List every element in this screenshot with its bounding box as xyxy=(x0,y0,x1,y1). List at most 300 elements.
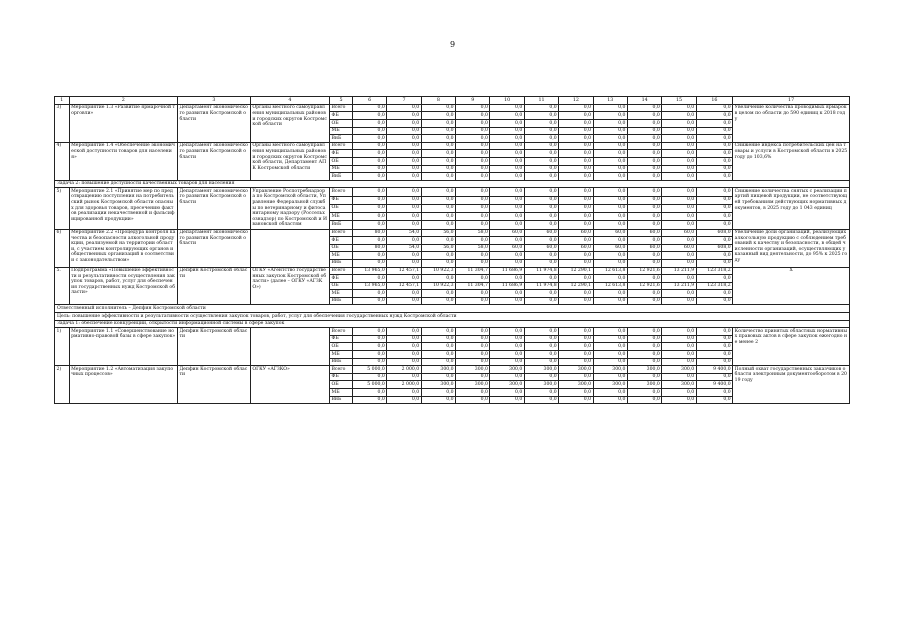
value-cell: 0,0 xyxy=(456,252,490,260)
value-cell: 0,0 xyxy=(696,196,732,204)
value-cell: 0,0 xyxy=(662,112,696,120)
table-row xyxy=(55,267,850,275)
value-cell: 12 921,6 xyxy=(627,267,661,275)
funding-source: МБ xyxy=(330,351,353,359)
value-cell: 0,0 xyxy=(490,142,524,150)
value-cell: 0,0 xyxy=(456,196,490,204)
value-cell: 0,0 xyxy=(421,150,455,158)
value-cell: 9 400,0 xyxy=(696,366,732,374)
value-cell: 0,0 xyxy=(662,142,696,150)
value-cell: 0,0 xyxy=(593,252,627,260)
measure-name: Мероприятие 1.2 «Автоматизация закупочных процессов» xyxy=(69,366,177,404)
value-cell: 0,0 xyxy=(662,328,696,336)
value-cell: 0,0 xyxy=(352,221,386,229)
value-cell: 0,0 xyxy=(524,389,558,397)
value-cell: 0,0 xyxy=(696,150,732,158)
value-cell: 0,0 xyxy=(421,297,455,305)
value-cell: 0,0 xyxy=(421,173,455,181)
value-cell: 0,0 xyxy=(559,127,593,135)
value-cell: 0,0 xyxy=(352,142,386,150)
value-cell: 0,0 xyxy=(524,196,558,204)
value-cell: 0,0 xyxy=(593,275,627,283)
value-cell: 0,0 xyxy=(352,165,386,173)
value-cell: 0,0 xyxy=(352,135,386,143)
header-cell: 11 xyxy=(524,97,558,105)
value-cell: 0,0 xyxy=(696,104,732,112)
funding-source: ФБ xyxy=(330,275,353,283)
value-cell: 0,0 xyxy=(627,351,661,359)
value-cell: 0,0 xyxy=(627,142,661,150)
value-cell: 0,0 xyxy=(456,112,490,120)
value-cell: 0,0 xyxy=(490,275,524,283)
value-cell: 0,0 xyxy=(593,358,627,366)
value-cell: 0,0 xyxy=(456,389,490,397)
value-cell: 0,0 xyxy=(524,297,558,305)
value-cell: 0,0 xyxy=(421,237,455,245)
value-cell: 0,0 xyxy=(524,252,558,260)
value-cell: 0,0 xyxy=(627,335,661,343)
section-row xyxy=(55,305,850,313)
value-cell: 11 974,8 xyxy=(524,282,558,290)
value-cell: 0,0 xyxy=(696,237,732,245)
value-cell: 300,0 xyxy=(627,381,661,389)
value-cell: 60,0 xyxy=(662,229,696,237)
value-cell: 0,0 xyxy=(559,297,593,305)
value-cell: 0,0 xyxy=(456,173,490,181)
value-cell: 0,0 xyxy=(696,142,732,150)
value-cell: 0,0 xyxy=(387,328,421,336)
header-cell: 12 xyxy=(559,97,593,105)
responsible-executor: Департамент экономического развития Костромской области xyxy=(177,229,250,267)
value-cell: 0,0 xyxy=(593,150,627,158)
expected-result: Увеличение количества проводимых ярмарок в целом по области до 590 единиц к 2018 году xyxy=(733,104,850,142)
value-cell: 0,0 xyxy=(421,396,455,404)
value-cell: 0,0 xyxy=(524,328,558,336)
value-cell: 0,0 xyxy=(352,127,386,135)
value-cell: 0,0 xyxy=(387,396,421,404)
value-cell: 11 686,9 xyxy=(490,267,524,275)
value-cell: 0,0 xyxy=(559,335,593,343)
value-cell: 608,0 xyxy=(696,244,732,252)
value-cell: 300,0 xyxy=(662,366,696,374)
header-cell: 17 xyxy=(733,97,850,105)
value-cell: 0,0 xyxy=(352,358,386,366)
header-cell: 2 xyxy=(69,97,177,105)
value-cell: 10 922,3 xyxy=(421,267,455,275)
value-cell: 60,0 xyxy=(662,244,696,252)
value-cell: 2 000,0 xyxy=(387,381,421,389)
value-cell: 0,0 xyxy=(696,297,732,305)
header-cell: 14 xyxy=(627,97,661,105)
funding-source: Всего xyxy=(330,366,353,374)
co-executor: Органы местного самоуправления муниципальных районов и городских округов Костромской области xyxy=(250,104,329,142)
value-cell: 0,0 xyxy=(490,351,524,359)
value-cell: 0,0 xyxy=(456,297,490,305)
value-cell: 0,0 xyxy=(490,343,524,351)
value-cell: 0,0 xyxy=(387,188,421,196)
value-cell: 0,0 xyxy=(387,358,421,366)
value-cell: 0,0 xyxy=(456,142,490,150)
value-cell: 0,0 xyxy=(696,221,732,229)
value-cell: 0,0 xyxy=(387,196,421,204)
value-cell: 0,0 xyxy=(662,120,696,128)
value-cell: 0,0 xyxy=(593,389,627,397)
value-cell: 56,0 xyxy=(421,244,455,252)
value-cell: 0,0 xyxy=(456,259,490,267)
value-cell: 0,0 xyxy=(559,104,593,112)
value-cell: 0,0 xyxy=(490,297,524,305)
value-cell: 12 457,1 xyxy=(387,267,421,275)
value-cell: 0,0 xyxy=(696,112,732,120)
value-cell: 0,0 xyxy=(662,259,696,267)
value-cell: 0,0 xyxy=(662,127,696,135)
value-cell: 0,0 xyxy=(387,213,421,221)
value-cell: 0,0 xyxy=(593,112,627,120)
header-cell: 10 xyxy=(490,97,524,105)
value-cell: 0,0 xyxy=(559,112,593,120)
value-cell: 0,0 xyxy=(627,135,661,143)
value-cell: 0,0 xyxy=(387,165,421,173)
value-cell: 300,0 xyxy=(421,366,455,374)
value-cell: 0,0 xyxy=(593,135,627,143)
value-cell: 60,0 xyxy=(524,244,558,252)
value-cell: 0,0 xyxy=(559,343,593,351)
value-cell: 0,0 xyxy=(593,173,627,181)
value-cell: 0,0 xyxy=(421,389,455,397)
value-cell: 0,0 xyxy=(387,351,421,359)
value-cell: 123 318,2 xyxy=(696,282,732,290)
value-cell: 0,0 xyxy=(593,237,627,245)
value-cell: 0,0 xyxy=(490,328,524,336)
value-cell: 0,0 xyxy=(627,389,661,397)
value-cell: 0,0 xyxy=(696,373,732,381)
value-cell: 0,0 xyxy=(421,127,455,135)
value-cell: 0,0 xyxy=(387,275,421,283)
value-cell: 0,0 xyxy=(559,135,593,143)
value-cell: 0,0 xyxy=(421,351,455,359)
table-row xyxy=(55,328,850,336)
value-cell: 0,0 xyxy=(490,196,524,204)
value-cell: 0,0 xyxy=(387,120,421,128)
value-cell: 10 922,3 xyxy=(421,282,455,290)
value-cell: 0,0 xyxy=(524,173,558,181)
header-cell: 7 xyxy=(387,97,421,105)
value-cell: 0,0 xyxy=(352,396,386,404)
section-title: Задача 1: обеспечение конкуренции, открытости информационной системы в сфере закупок xyxy=(55,320,850,328)
value-cell: 0,0 xyxy=(593,104,627,112)
responsible-executor: Департамент экономического развития Костромской области xyxy=(177,188,250,229)
value-cell: 300,0 xyxy=(490,366,524,374)
value-cell: 58,0 xyxy=(456,244,490,252)
row-number: 1) xyxy=(55,328,70,366)
value-cell: 0,0 xyxy=(387,150,421,158)
value-cell: 0,0 xyxy=(524,127,558,135)
section-row xyxy=(55,320,850,328)
value-cell: 0,0 xyxy=(421,252,455,260)
value-cell: 0,0 xyxy=(593,328,627,336)
value-cell: 0,0 xyxy=(387,335,421,343)
value-cell: 0,0 xyxy=(524,120,558,128)
value-cell: 300,0 xyxy=(456,366,490,374)
funding-source: ФБ xyxy=(330,237,353,245)
value-cell: 0,0 xyxy=(387,173,421,181)
value-cell: 60,0 xyxy=(593,229,627,237)
value-cell: 12 613,8 xyxy=(593,282,627,290)
value-cell: 0,0 xyxy=(662,237,696,245)
value-cell: 0,0 xyxy=(593,297,627,305)
header-cell: 4 xyxy=(250,97,329,105)
value-cell: 0,0 xyxy=(421,335,455,343)
funding-source: Всего xyxy=(330,142,353,150)
value-cell: 0,0 xyxy=(387,252,421,260)
value-cell: 0,0 xyxy=(524,237,558,245)
value-cell: 0,0 xyxy=(421,120,455,128)
value-cell: 300,0 xyxy=(627,366,661,374)
value-cell: 0,0 xyxy=(352,252,386,260)
value-cell: 0,0 xyxy=(456,328,490,336)
value-cell: 0,0 xyxy=(524,335,558,343)
value-cell: 0,0 xyxy=(456,275,490,283)
value-cell: 0,0 xyxy=(559,275,593,283)
expected-result: Увеличение доли организаций, реализующих алкогольную продукцию с соблюдением требований к качеству и безопасности, в общей численности организаций, осуществляющих указанный вид деятельности, до 95% к 2025 году xyxy=(733,229,850,267)
row-number: 3) xyxy=(55,104,70,142)
value-cell: 0,0 xyxy=(696,343,732,351)
value-cell: 0,0 xyxy=(524,104,558,112)
value-cell: 0,0 xyxy=(524,221,558,229)
value-cell: 0,0 xyxy=(352,204,386,212)
responsible-executor: Депфин Костромской области xyxy=(177,328,250,366)
value-cell: 5 000,0 xyxy=(352,381,386,389)
page-number: 9 xyxy=(449,40,456,49)
value-cell: 0,0 xyxy=(352,351,386,359)
value-cell: 0,0 xyxy=(593,373,627,381)
value-cell: 0,0 xyxy=(593,259,627,267)
funding-source: Всего xyxy=(330,328,353,336)
value-cell: 0,0 xyxy=(524,158,558,166)
funding-source: ВнБ xyxy=(330,259,353,267)
value-cell: 0,0 xyxy=(490,158,524,166)
value-cell: 9 400,0 xyxy=(696,381,732,389)
funding-source: ФБ xyxy=(330,335,353,343)
value-cell: 0,0 xyxy=(559,213,593,221)
value-cell: 0,0 xyxy=(559,396,593,404)
value-cell: 0,0 xyxy=(593,351,627,359)
section-title: Ответственный исполнитель – Депфин Костромской области xyxy=(55,305,850,313)
co-executor: Органы местного самоуправления муниципальных районов и городских округов Костромской области, Департамент АПК Костромской области xyxy=(250,142,329,180)
value-cell: 123 318,2 xyxy=(696,267,732,275)
value-cell: 0,0 xyxy=(456,237,490,245)
value-cell: 0,0 xyxy=(696,396,732,404)
value-cell: 0,0 xyxy=(352,290,386,298)
value-cell: 0,0 xyxy=(456,127,490,135)
value-cell: 11 304,7 xyxy=(456,282,490,290)
value-cell: 0,0 xyxy=(593,213,627,221)
value-cell: 0,0 xyxy=(352,112,386,120)
value-cell: 0,0 xyxy=(559,150,593,158)
value-cell: 0,0 xyxy=(524,213,558,221)
value-cell: 54,0 xyxy=(387,244,421,252)
value-cell: 0,0 xyxy=(490,221,524,229)
value-cell: 0,0 xyxy=(352,259,386,267)
header-cell: 15 xyxy=(662,97,696,105)
value-cell: 0,0 xyxy=(421,196,455,204)
value-cell: 0,0 xyxy=(627,328,661,336)
value-cell: 0,0 xyxy=(490,127,524,135)
header-cell: 5 xyxy=(330,97,353,105)
value-cell: 0,0 xyxy=(627,150,661,158)
value-cell: 11 974,8 xyxy=(524,267,558,275)
value-cell: 60,0 xyxy=(490,229,524,237)
co-executor: Управление Роспотребнадзора по Костромской области, Управление Федеральной службы по ветеринарному и фитосанитарному надзору (Россельхознадзор) по Костромской и Ивановской областям xyxy=(250,188,329,229)
value-cell: 0,0 xyxy=(662,213,696,221)
value-cell: 0,0 xyxy=(662,204,696,212)
value-cell: 11 686,9 xyxy=(490,282,524,290)
expected-result: Количество принятых областных нормативных правовых актов в сфере закупок ежегодно не менее 2 xyxy=(733,328,850,366)
value-cell: 0,0 xyxy=(387,259,421,267)
value-cell: 0,0 xyxy=(421,221,455,229)
value-cell: 0,0 xyxy=(490,259,524,267)
value-cell: 0,0 xyxy=(490,335,524,343)
value-cell: 0,0 xyxy=(387,135,421,143)
value-cell: 0,0 xyxy=(352,188,386,196)
value-cell: 0,0 xyxy=(456,221,490,229)
value-cell: 0,0 xyxy=(593,343,627,351)
value-cell: 0,0 xyxy=(421,165,455,173)
value-cell: 0,0 xyxy=(662,196,696,204)
value-cell: 0,0 xyxy=(627,358,661,366)
value-cell: 60,0 xyxy=(627,229,661,237)
value-cell: 0,0 xyxy=(662,335,696,343)
table-row xyxy=(55,104,850,112)
header-cell: 13 xyxy=(593,97,627,105)
value-cell: 0,0 xyxy=(696,259,732,267)
header-cell: 16 xyxy=(696,97,732,105)
funding-source: Всего xyxy=(330,229,353,237)
funding-source: ВнБ xyxy=(330,221,353,229)
value-cell: 0,0 xyxy=(696,358,732,366)
value-cell: 0,0 xyxy=(421,104,455,112)
row-number: 6) xyxy=(55,229,70,267)
header-cell: 6 xyxy=(352,97,386,105)
value-cell: 0,0 xyxy=(593,204,627,212)
value-cell: 0,0 xyxy=(559,237,593,245)
value-cell: 0,0 xyxy=(696,135,732,143)
value-cell: 0,0 xyxy=(627,290,661,298)
value-cell: 0,0 xyxy=(490,204,524,212)
value-cell: 0,0 xyxy=(559,389,593,397)
responsible-executor: Депфин Костромской области xyxy=(177,366,250,404)
table-row xyxy=(55,366,850,374)
value-cell: 0,0 xyxy=(559,252,593,260)
value-cell: 0,0 xyxy=(593,196,627,204)
value-cell: 0,0 xyxy=(456,373,490,381)
value-cell: 0,0 xyxy=(524,142,558,150)
funding-source: ВнБ xyxy=(330,135,353,143)
value-cell: 0,0 xyxy=(456,213,490,221)
value-cell: 80,0 xyxy=(352,229,386,237)
value-cell: 0,0 xyxy=(524,204,558,212)
value-cell: 0,0 xyxy=(352,328,386,336)
value-cell: 0,0 xyxy=(696,158,732,166)
value-cell: 0,0 xyxy=(490,358,524,366)
value-cell: 0,0 xyxy=(627,259,661,267)
value-cell: 0,0 xyxy=(662,290,696,298)
value-cell: 0,0 xyxy=(524,150,558,158)
value-cell: 0,0 xyxy=(662,343,696,351)
value-cell: 300,0 xyxy=(456,381,490,389)
value-cell: 0,0 xyxy=(593,158,627,166)
table-row xyxy=(55,142,850,150)
value-cell: 0,0 xyxy=(456,290,490,298)
value-cell: 60,0 xyxy=(559,244,593,252)
value-cell: 0,0 xyxy=(421,275,455,283)
value-cell: 0,0 xyxy=(662,389,696,397)
value-cell: 0,0 xyxy=(696,351,732,359)
funding-source: Всего xyxy=(330,267,353,275)
value-cell: 0,0 xyxy=(662,221,696,229)
value-cell: 0,0 xyxy=(387,112,421,120)
value-cell: 0,0 xyxy=(387,104,421,112)
value-cell: 0,0 xyxy=(696,188,732,196)
value-cell: 0,0 xyxy=(421,142,455,150)
section-row xyxy=(55,313,850,321)
funding-source: ФБ xyxy=(330,150,353,158)
funding-source: ОБ xyxy=(330,204,353,212)
value-cell: 0,0 xyxy=(387,142,421,150)
value-cell: 0,0 xyxy=(456,165,490,173)
value-cell: 0,0 xyxy=(593,290,627,298)
value-cell: 0,0 xyxy=(524,290,558,298)
value-cell: 0,0 xyxy=(559,158,593,166)
value-cell: 0,0 xyxy=(662,173,696,181)
value-cell: 0,0 xyxy=(524,112,558,120)
value-cell: 56,0 xyxy=(421,229,455,237)
value-cell: 13 211,9 xyxy=(662,282,696,290)
value-cell: 0,0 xyxy=(524,165,558,173)
value-cell: 0,0 xyxy=(524,188,558,196)
value-cell: 0,0 xyxy=(352,158,386,166)
value-cell: 0,0 xyxy=(662,150,696,158)
value-cell: 0,0 xyxy=(696,335,732,343)
value-cell: 0,0 xyxy=(456,104,490,112)
value-cell: 12 613,8 xyxy=(593,267,627,275)
value-cell: 0,0 xyxy=(696,252,732,260)
value-cell: 300,0 xyxy=(490,381,524,389)
funding-source: ОБ xyxy=(330,158,353,166)
value-cell: 0,0 xyxy=(696,389,732,397)
value-cell: 0,0 xyxy=(627,158,661,166)
value-cell: 0,0 xyxy=(559,173,593,181)
value-cell: 0,0 xyxy=(662,135,696,143)
value-cell: 0,0 xyxy=(524,275,558,283)
value-cell: 0,0 xyxy=(524,343,558,351)
value-cell: 0,0 xyxy=(593,142,627,150)
value-cell: 0,0 xyxy=(524,358,558,366)
expected-result: Снижение индекса потребительских цен на товары и услуги в Костромской области в 2025 году до 103,6% xyxy=(733,142,850,180)
funding-source: ВнБ xyxy=(330,358,353,366)
value-cell: 0,0 xyxy=(627,373,661,381)
responsible-executor: Депфин Костромской области xyxy=(177,267,250,305)
value-cell: 60,0 xyxy=(593,244,627,252)
value-cell: 0,0 xyxy=(627,104,661,112)
value-cell: 0,0 xyxy=(490,237,524,245)
value-cell: 0,0 xyxy=(627,120,661,128)
value-cell: 0,0 xyxy=(456,188,490,196)
value-cell: 0,0 xyxy=(387,221,421,229)
responsible-executor: Департамент экономического развития Костромской области xyxy=(177,104,250,142)
funding-source: МБ xyxy=(330,213,353,221)
program-table xyxy=(54,96,850,404)
